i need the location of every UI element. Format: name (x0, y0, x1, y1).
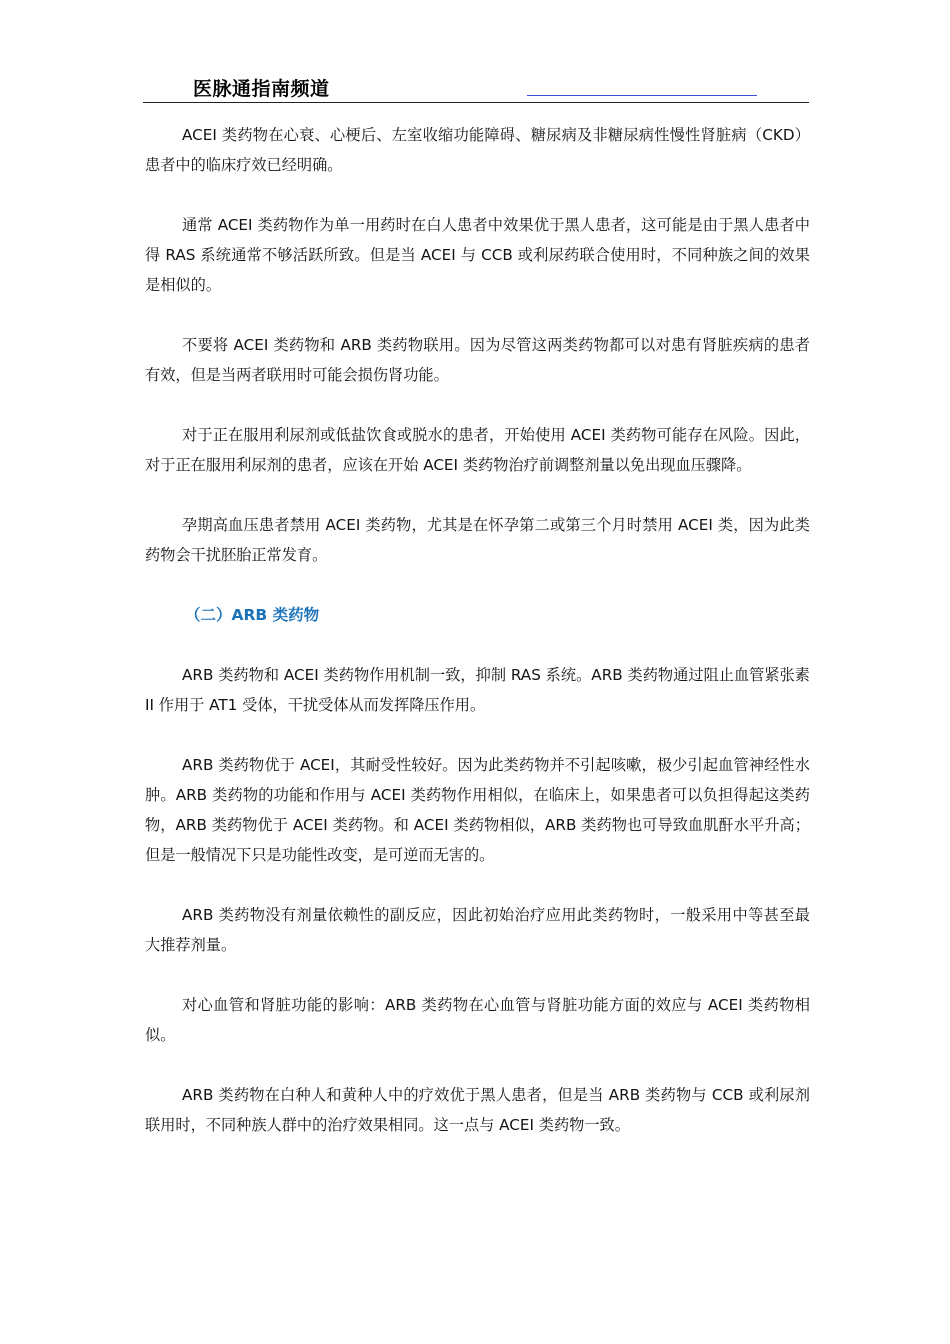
header-rule (143, 102, 809, 103)
paragraph: 对心血管和肾脏功能的影响：ARB 类药物在心血管与肾脏功能方面的效应与 ACEI 类药物相似。 (145, 996, 810, 1044)
paragraph-gap (145, 390, 810, 420)
header-link-underline (527, 95, 757, 96)
paragraph-gap (145, 480, 810, 510)
paragraph: ARB 类药物优于 ACEI，其耐受性较好。因为此类药物并不引起咳嗽，极少引起血管神经性水肿。ARB 类药物的功能和作用与 ACEI 类药物作用相似，在临床上，如果患者可以负担得起这类药物，ARB 类药物优于 ACEI 类药物。和 ACEI 类药物相似，ARB 类药物也可导致血肌酐水平升高；但是一般情况下只是功能性改变，是可逆而无害的。 (145, 756, 810, 864)
paragraph: ARB 类药物在白种人和黄种人中的疗效优于黑人患者，但是当 ARB 类药物与 CCB 或利尿剂联用时，不同种族人群中的治疗效果相同。这一点与 ACEI 类药物一致。 (145, 1086, 810, 1134)
paragraph-gap (145, 630, 810, 660)
paragraph-gap (145, 300, 810, 330)
document-body (145, 120, 810, 1140)
paragraph-gap (145, 870, 810, 900)
paragraph-gap (145, 180, 810, 210)
section-heading: （二）ARB 类药物 (185, 606, 320, 624)
paragraph-gap (145, 1050, 810, 1080)
header-title: 医脉通指南频道 (193, 78, 330, 100)
paragraph: ACEI 类药物在心衰、心梗后、左室收缩功能障碍、糖尿病及非糖尿病性慢性肾脏病（CKD）患者中的临床疗效已经明确。 (145, 126, 810, 174)
paragraph: 孕期高血压患者禁用 ACEI 类药物，尤其是在怀孕第二或第三个月时禁用 ACEI 类，因为此类药物会干扰胚胎正常发育。 (145, 516, 810, 564)
paragraph: ARB 类药物没有剂量依赖性的副反应，因此初始治疗应用此类药物时，一般采用中等甚至最大推荐剂量。 (145, 906, 810, 954)
paragraph: 通常 ACEI 类药物作为单一用药时在白人患者中效果优于黑人患者，这可能是由于黑人患者中得 RAS 系统通常不够活跃所致。但是当 ACEI 与 CCB 或利尿药联合使用时，不同种族之间的效果是相似的。 (145, 216, 810, 294)
paragraph-gap (145, 960, 810, 990)
paragraph: ARB 类药物和 ACEI 类药物作用机制一致，抑制 RAS 系统。ARB 类药物通过阻止血管紧张素 II 作用于 AT1 受体，干扰受体从而发挥降压作用。 (145, 666, 810, 714)
paragraph: 不要将 ACEI 类药物和 ARB 类药物联用。因为尽管这两类药物都可以对患有肾脏疾病的患者有效，但是当两者联用时可能会损伤肾功能。 (145, 336, 810, 384)
paragraph: 对于正在服用利尿剂或低盐饮食或脱水的患者，开始使用 ACEI 类药物可能存在风险。因此，对于正在服用利尿剂的患者，应该在开始 ACEI 类药物治疗前调整剂量以免出现血压骤降。 (145, 426, 810, 474)
paragraph-gap (145, 720, 810, 750)
paragraph-gap (145, 570, 810, 600)
